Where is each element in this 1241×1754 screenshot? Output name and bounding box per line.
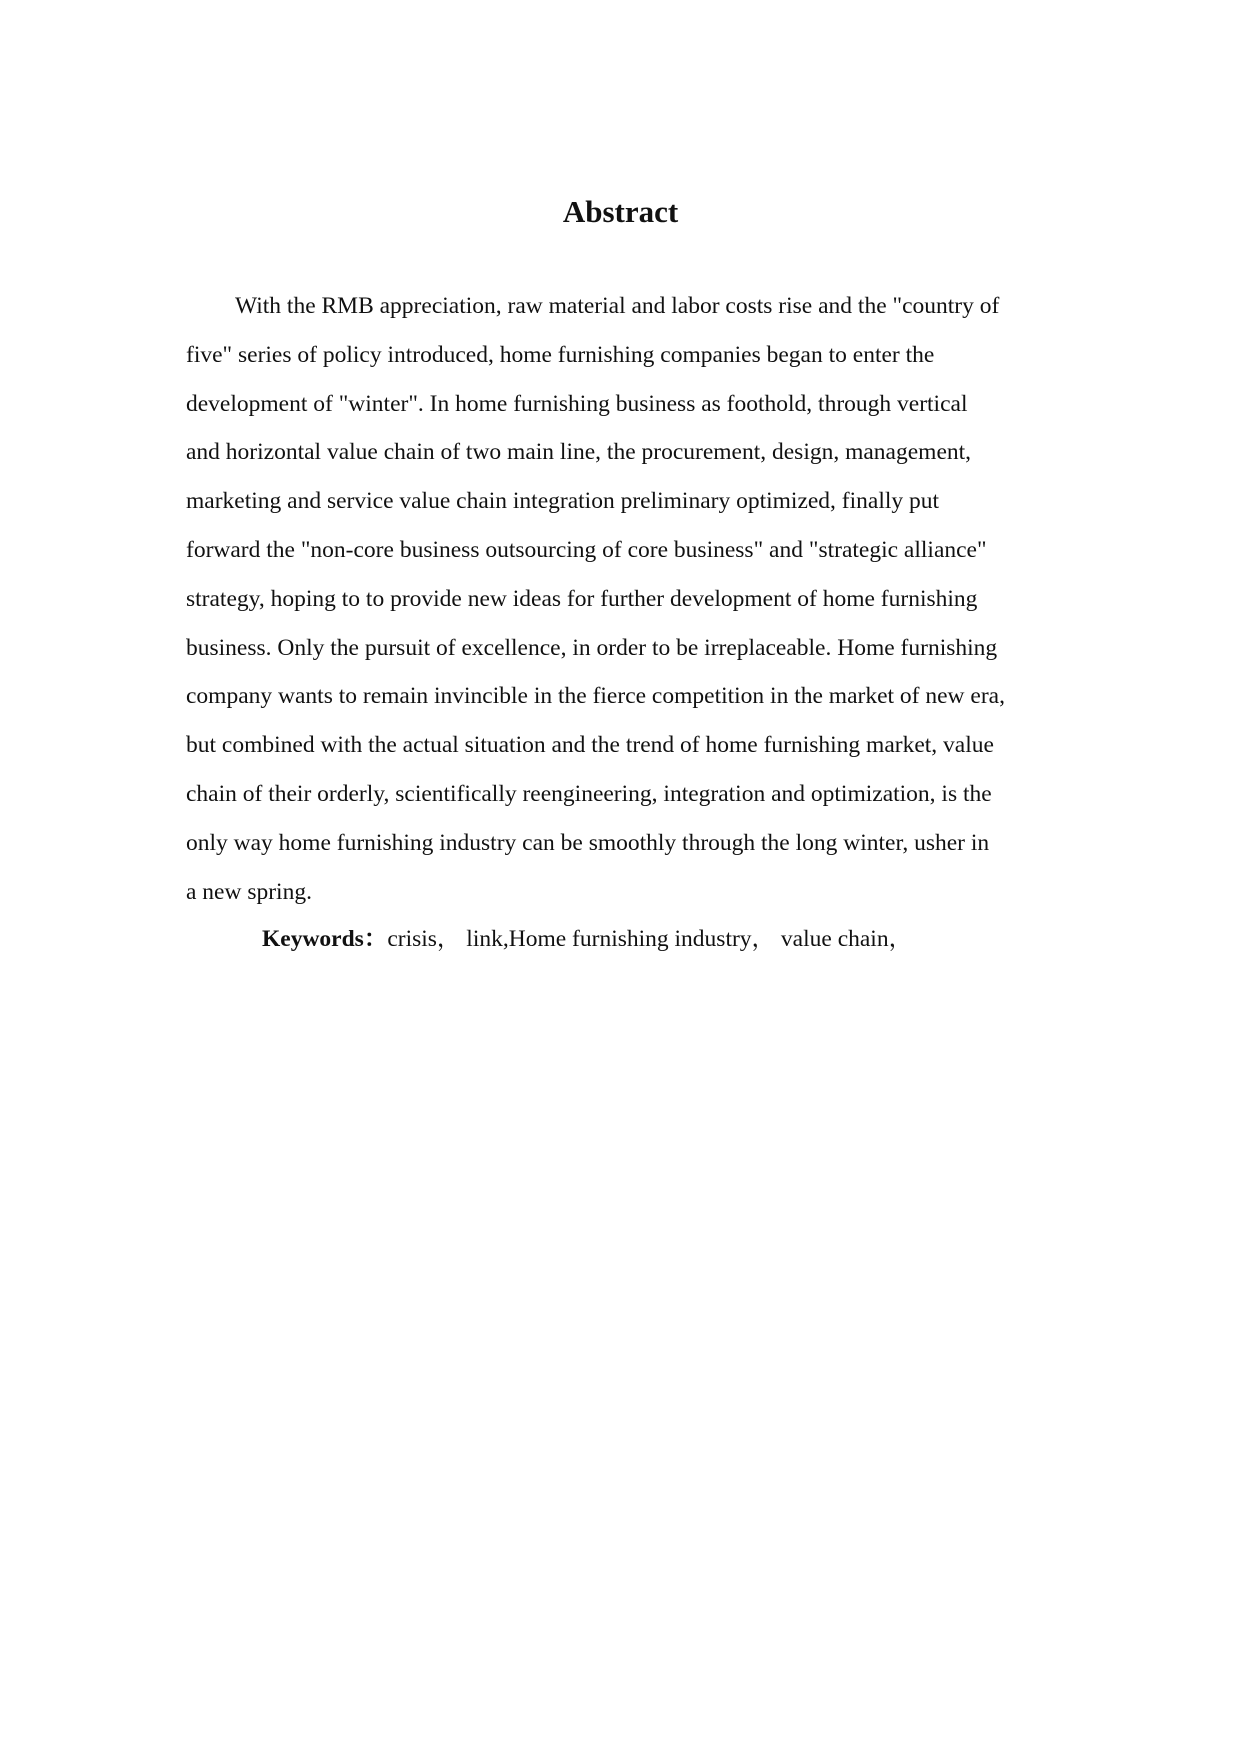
abstract-line: forward the "non-core business outsourcing of core business" and "strategic alliance" — [186, 536, 987, 563]
abstract-line: development of "winter". In home furnishing business as foothold, through vertical — [186, 390, 968, 417]
abstract-line: With the RMB appreciation, raw material and labor costs rise and the "country of — [235, 293, 1000, 319]
abstract-line: chain of their orderly, scientifically reengineering, integration and optimization, is the — [186, 780, 992, 807]
abstract-line: marketing and service value chain integration preliminary optimized, finally put — [186, 488, 940, 515]
keywords-label: Keywords： — [262, 926, 388, 952]
keywords-line — [262, 915, 912, 964]
abstract-body — [186, 282, 1066, 916]
abstract-line: but combined with the actual situation and the trend of home furnishing market, value — [186, 732, 994, 759]
abstract-line: business. Only the pursuit of excellence, in order to be irreplaceable. Home furnishing — [186, 634, 998, 661]
abstract-line: strategy, hoping to to provide new ideas for further development of home furnishing — [186, 585, 978, 612]
abstract-line: only way home furnishing industry can be smoothly through the long winter, usher in — [186, 829, 990, 856]
abstract-title: Abstract — [562, 194, 679, 229]
abstract-line: company wants to remain invincible in the fierce competition in the market of new era, — [186, 683, 1005, 710]
abstract-line: and horizontal value chain of two main line, the procurement, design, management, — [186, 439, 972, 466]
abstract-line: a new spring. — [186, 878, 312, 905]
keywords-text: crisis， link,Home furnishing industry， value chain， — [387, 926, 913, 952]
abstract-line: five" series of policy introduced, home furnishing companies began to enter the — [186, 341, 935, 368]
